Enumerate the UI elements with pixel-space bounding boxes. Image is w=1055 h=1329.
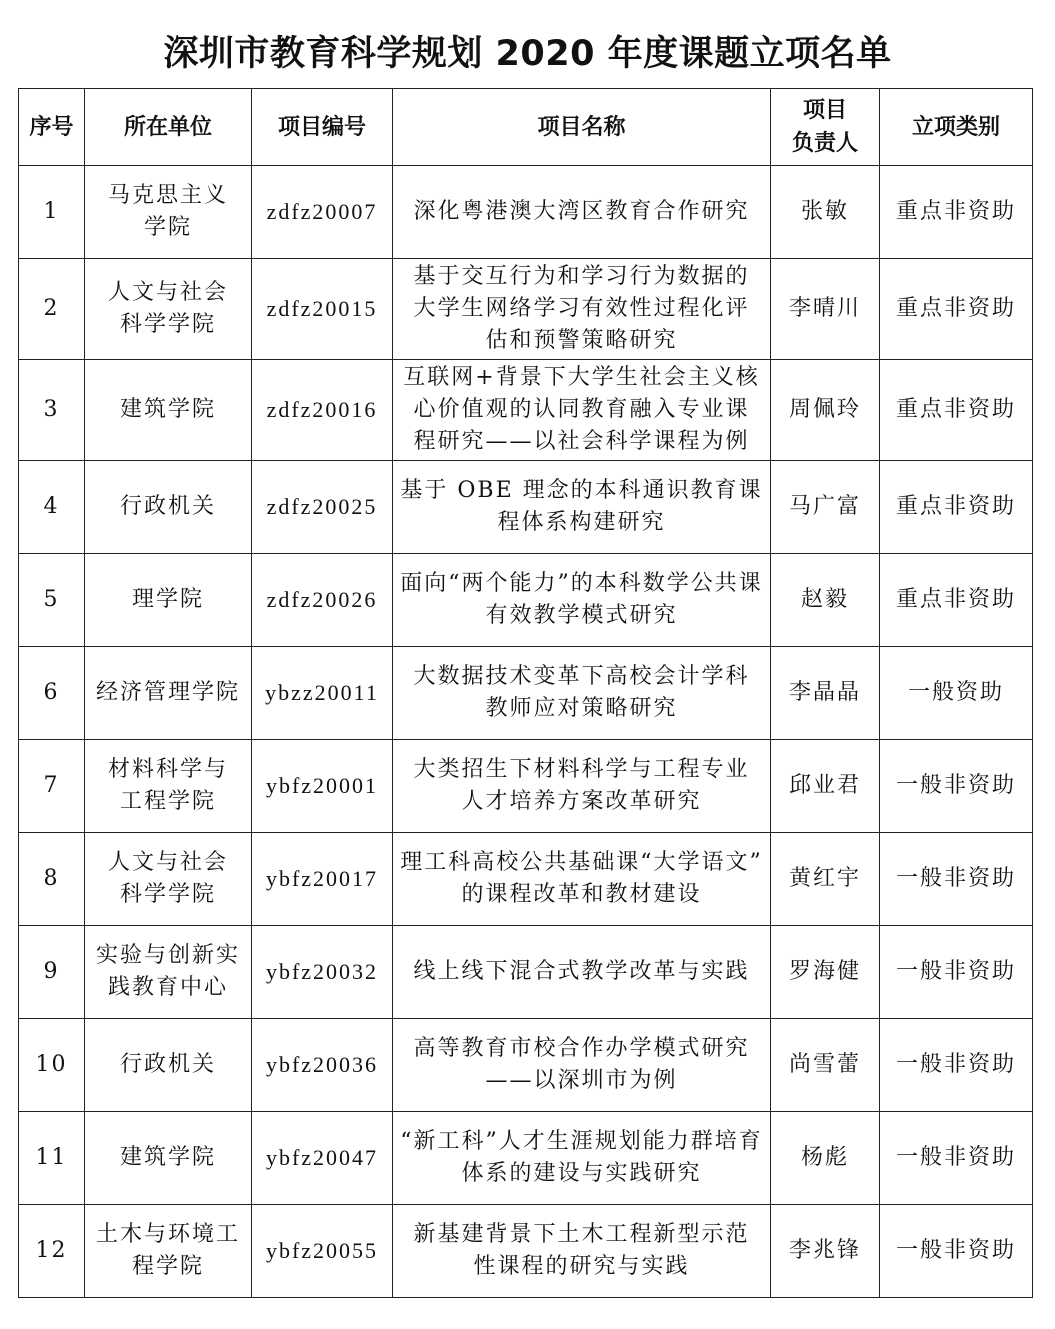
cell-project-name [393,166,771,259]
cell-unit-line: 建筑学院 [119,397,216,422]
cell-category: 重点非资助 [880,360,1033,461]
cell-unit-line: 学院 [143,215,192,240]
table-row [19,1112,1033,1205]
cell-code: zdfz20015 [252,259,393,360]
cell-code: ybfz20036 [252,1019,393,1112]
cell-project-name [393,926,771,1019]
cell-unit [85,833,252,926]
cell-project-name-line: 基于 OBE 理念的本科通识教育课 [400,478,763,503]
table-body [19,166,1033,1298]
cell-project-name-line: 性课程的研究与实践 [473,1254,690,1279]
cell-leader: 周佩玲 [771,360,880,461]
cell-project-name-line: 有效教学模式研究 [485,603,678,628]
cell-project-name [393,1205,771,1298]
cell-leader: 黄红宇 [771,833,880,926]
cell-project-name-line: ——以深圳市为例 [485,1068,678,1093]
cell-seq: 3 [19,360,85,461]
cell-project-name [393,647,771,740]
cell-project-name-line: 新基建背景下土木工程新型示范 [413,1222,750,1247]
table-row [19,833,1033,926]
cell-project-name-line: 人才培养方案改革研究 [461,789,702,814]
cell-project-name [393,740,771,833]
cell-project-name-line: 大数据技术变革下高校会计学科 [413,664,750,689]
cell-unit [85,360,252,461]
cell-seq: 9 [19,926,85,1019]
cell-category: 重点非资助 [880,554,1033,647]
cell-leader: 李晶晶 [771,647,880,740]
cell-project-name-line: 估和预警策略研究 [485,328,678,353]
cell-unit-line: 材料科学与 [107,757,228,782]
cell-leader: 罗海健 [771,926,880,1019]
header-leader-line1: 项目 [802,98,847,123]
cell-seq: 8 [19,833,85,926]
cell-code: zdfz20016 [252,360,393,461]
cell-unit-line: 土木与环境工 [95,1222,240,1247]
cell-code: ybfz20047 [252,1112,393,1205]
cell-category: 重点非资助 [880,259,1033,360]
cell-project-name-line: 程研究——以社会科学课程为例 [413,429,750,454]
cell-unit-line: 人文与社会 [107,850,228,875]
project-table [18,88,1033,1298]
cell-leader: 尚雪蕾 [771,1019,880,1112]
cell-project-name-line: 心价值观的认同教育融入专业课 [413,397,750,422]
cell-unit [85,740,252,833]
cell-category: 一般非资助 [880,1112,1033,1205]
cell-unit-line: 实验与创新实 [95,943,240,968]
cell-seq: 2 [19,259,85,360]
cell-unit-line: 马克思主义 [107,183,228,208]
cell-project-name [393,259,771,360]
cell-unit [85,554,252,647]
cell-leader: 杨彪 [771,1112,880,1205]
table-row [19,259,1033,360]
cell-seq: 6 [19,647,85,740]
cell-unit-line: 践教育中心 [107,975,228,1000]
cell-project-name [393,1019,771,1112]
cell-project-name-line: 体系的建设与实践研究 [461,1161,702,1186]
table-row [19,166,1033,259]
cell-project-name-line: “新工科”人才生涯规划能力群培育 [400,1129,763,1154]
cell-seq: 10 [19,1019,85,1112]
cell-leader: 马广富 [771,461,880,554]
cell-seq: 7 [19,740,85,833]
cell-category: 一般非资助 [880,1205,1033,1298]
cell-leader: 李晴川 [771,259,880,360]
table-row [19,647,1033,740]
cell-category: 一般非资助 [880,833,1033,926]
cell-unit [85,647,252,740]
header-name: 项目名称 [393,89,771,166]
cell-code: zdfz20026 [252,554,393,647]
cell-seq: 5 [19,554,85,647]
cell-project-name-line: 理工科高校公共基础课“大学语文” [400,850,763,875]
cell-unit [85,1019,252,1112]
cell-leader: 张敏 [771,166,880,259]
cell-project-name-line: 教师应对策略研究 [485,696,678,721]
cell-category: 一般资助 [880,647,1033,740]
cell-project-name-line: 深化粤港澳大湾区教育合作研究 [413,199,750,224]
cell-code: ybfz20017 [252,833,393,926]
cell-code: zdfz20025 [252,461,393,554]
cell-project-name-line: 大类招生下材料科学与工程专业 [413,757,750,782]
cell-category: 重点非资助 [880,166,1033,259]
cell-unit-line: 行政机关 [119,1052,216,1077]
cell-category: 重点非资助 [880,461,1033,554]
table-header-row [19,89,1033,166]
cell-project-name [393,360,771,461]
cell-code: zdfz20007 [252,166,393,259]
cell-unit-line: 经济管理学院 [95,680,240,705]
cell-unit [85,461,252,554]
header-category: 立项类别 [880,89,1033,166]
cell-unit [85,926,252,1019]
cell-seq: 11 [19,1112,85,1205]
cell-unit-line: 建筑学院 [119,1145,216,1170]
cell-unit-line: 科学学院 [119,882,216,907]
cell-category: 一般非资助 [880,1019,1033,1112]
cell-unit-line: 科学学院 [119,312,216,337]
cell-leader: 李兆锋 [771,1205,880,1298]
cell-unit-line: 程学院 [131,1254,204,1279]
cell-project-name-line: 互联网+背景下大学生社会主义核 [403,365,760,390]
header-leader-line2: 负责人 [791,131,858,156]
cell-unit-line: 工程学院 [119,789,216,814]
cell-project-name-line: 程体系构建研究 [497,510,666,535]
table-row [19,360,1033,461]
cell-unit-line: 人文与社会 [107,280,228,305]
cell-project-name [393,833,771,926]
cell-project-name-line: 基于交互行为和学习行为数据的 [413,264,750,289]
cell-unit-line: 理学院 [131,587,204,612]
cell-code: ybzz20011 [252,647,393,740]
header-seq: 序号 [19,89,85,166]
cell-project-name-line: 面向“两个能力”的本科数学公共课 [400,571,763,596]
cell-project-name-line: 线上线下混合式教学改革与实践 [413,959,750,984]
header-code: 项目编号 [252,89,393,166]
cell-seq: 12 [19,1205,85,1298]
header-leader [771,89,880,166]
table-row [19,926,1033,1019]
cell-unit [85,259,252,360]
cell-code: ybfz20055 [252,1205,393,1298]
cell-leader: 赵毅 [771,554,880,647]
cell-seq: 4 [19,461,85,554]
cell-category: 一般非资助 [880,740,1033,833]
cell-project-name-line: 的课程改革和教材建设 [461,882,702,907]
table-row [19,740,1033,833]
cell-leader: 邱业君 [771,740,880,833]
cell-project-name-line: 高等教育市校合作办学模式研究 [413,1036,750,1061]
table-row [19,461,1033,554]
table-row [19,1205,1033,1298]
table-row [19,1019,1033,1112]
cell-seq: 1 [19,166,85,259]
cell-project-name [393,1112,771,1205]
cell-unit [85,166,252,259]
header-unit: 所在单位 [85,89,252,166]
cell-unit-line: 行政机关 [119,494,216,519]
table-row [19,554,1033,647]
cell-code: ybfz20001 [252,740,393,833]
cell-project-name [393,461,771,554]
cell-project-name-line: 大学生网络学习有效性过程化评 [413,296,750,321]
cell-unit [85,1205,252,1298]
cell-category: 一般非资助 [880,926,1033,1019]
cell-project-name [393,554,771,647]
cell-code: ybfz20032 [252,926,393,1019]
page-title: 深圳市教育科学规划 2020 年度课题立项名单 [163,34,892,74]
cell-unit [85,1112,252,1205]
